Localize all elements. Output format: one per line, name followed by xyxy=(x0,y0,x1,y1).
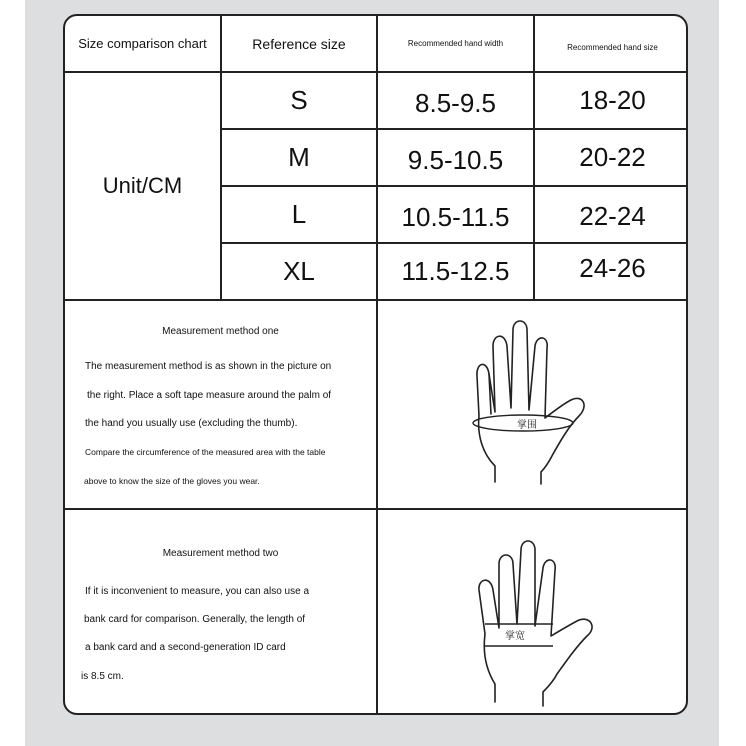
header-size-chart: Size comparison chart xyxy=(78,36,207,51)
size-cell: M xyxy=(288,142,310,172)
width-cell: 11.5-12.5 xyxy=(401,256,510,286)
divider xyxy=(65,508,688,510)
header-hand-width: Recommended hand width xyxy=(407,39,504,48)
method-one-text: Compare the circumference of the measured area with the table xyxy=(85,447,326,457)
header-hand-size: Recommended hand size xyxy=(567,43,658,52)
width-cell: 8.5-9.5 xyxy=(415,88,496,118)
width-cell: 9.5-10.5 xyxy=(407,145,504,175)
size-chart-card xyxy=(63,14,688,715)
size-cell: L xyxy=(291,199,307,229)
hand-palm-circumference-icon xyxy=(465,316,595,488)
size-cell: S xyxy=(290,85,308,115)
method-one-text: the hand you usually use (excluding the thumb). xyxy=(85,418,298,429)
hand-size-cell: 20-22 xyxy=(579,142,646,172)
hand-size-cell: 18-20 xyxy=(579,85,646,115)
hand-size-cell: 22-24 xyxy=(579,201,646,231)
method-one-text: The measurement method is as shown in the picture on xyxy=(85,361,332,372)
method-two-text: a bank card and a second-generation ID card xyxy=(85,642,286,653)
method-two-text: If it is inconvenient to measure, you can also use a xyxy=(85,586,310,597)
hand-size-cell: 24-26 xyxy=(579,253,646,283)
hand-palm-width-icon xyxy=(473,538,603,708)
palm-width-label: 掌宽 xyxy=(505,631,525,642)
width-cell: 10.5-11.5 xyxy=(401,202,510,232)
method-one-title: Measurement method one xyxy=(162,326,279,337)
method-one-text: the right. Place a soft tape measure around the palm of xyxy=(87,390,332,401)
method-two-text: is 8.5 cm. xyxy=(81,671,124,682)
unit-label: Unit/CM xyxy=(102,173,183,198)
method-one-text: above to know the size of the gloves you wear. xyxy=(84,476,260,486)
method-two-title: Measurement method two xyxy=(162,548,279,559)
divider xyxy=(65,299,688,301)
palm-circumference-label: 掌围 xyxy=(517,420,537,431)
size-cell: XL xyxy=(283,256,315,286)
method-two-text: bank card for comparison. Generally, the length of xyxy=(84,614,306,625)
header-reference-size: Reference size xyxy=(252,35,346,52)
